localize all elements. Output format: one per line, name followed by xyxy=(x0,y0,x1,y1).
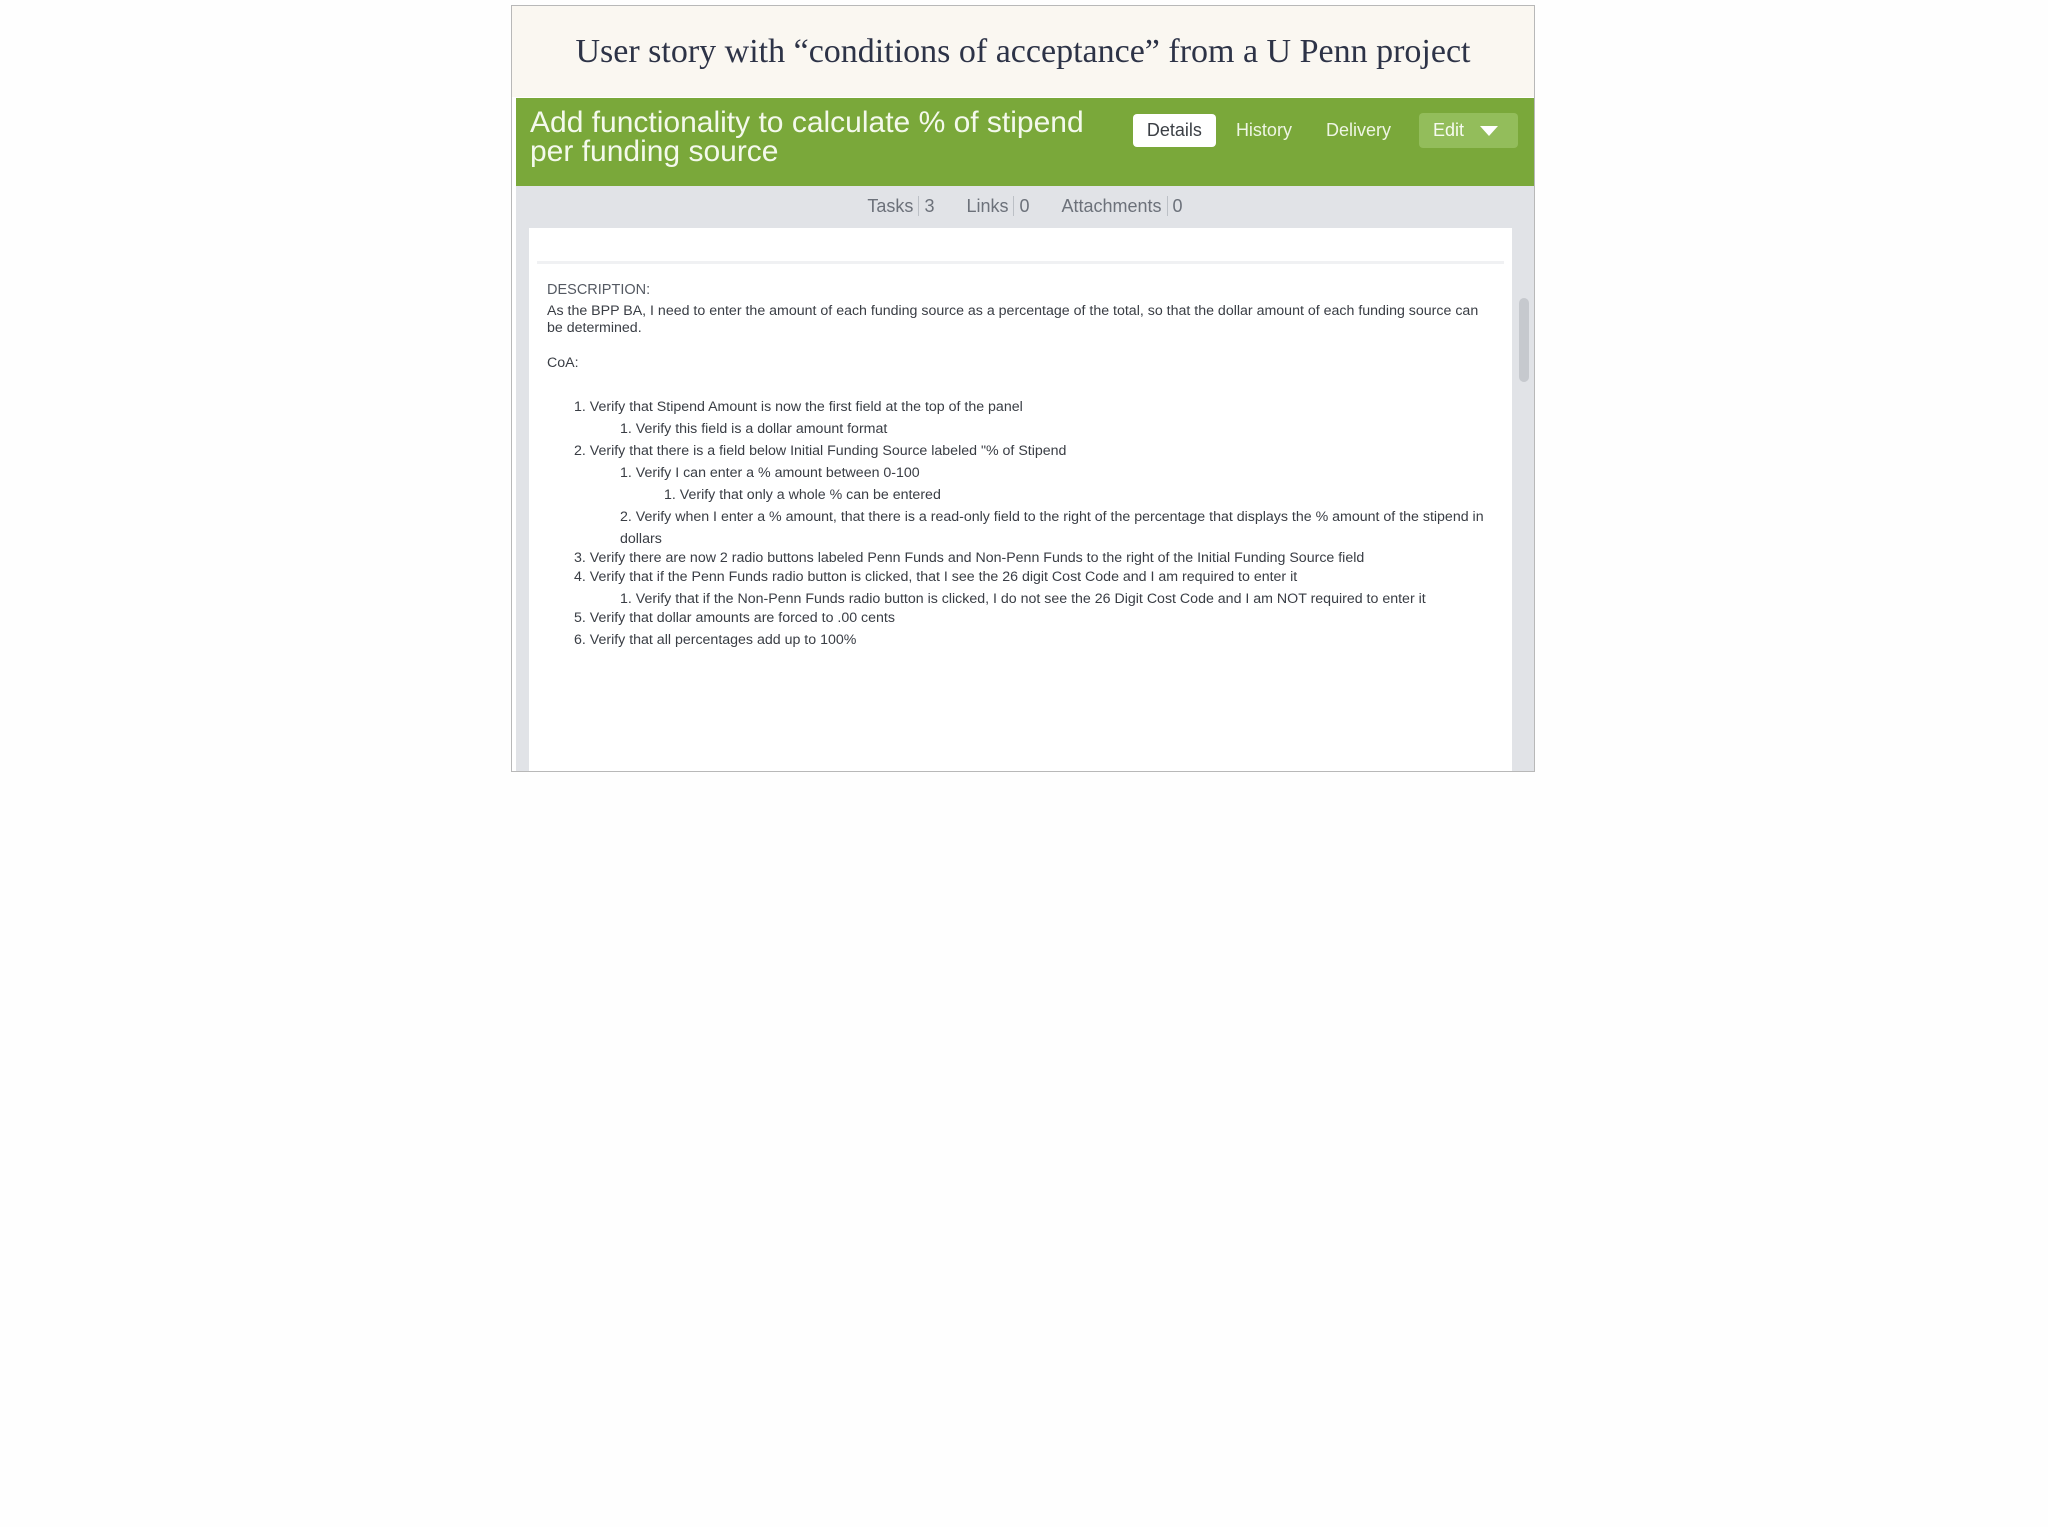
list-item: 1. Verify that if the Non-Penn Funds radio button is clicked, I do not see the 26 Digit Cost Code and I am NOT required to enter it xyxy=(620,591,1426,607)
list-item: 6. Verify that all percentages add up to 100% xyxy=(574,632,857,648)
list-item: 2. Verify that there is a field below Initial Funding Source labeled "% of Stipend xyxy=(574,443,1067,459)
divider xyxy=(537,261,1504,264)
description-text: As the BPP BA, I need to enter the amount of each funding source as a percentage of the total, so that the dollar amount of each funding source can be determined. xyxy=(547,303,1479,336)
attachments-label: Attachments xyxy=(1061,195,1162,216)
tasks-count[interactable] xyxy=(867,196,934,217)
tab-delivery[interactable]: Delivery xyxy=(1325,120,1391,140)
chevron-down-icon xyxy=(1480,126,1498,136)
list-item: 5. Verify that dollar amounts are forced to .00 cents xyxy=(574,610,895,626)
slide xyxy=(511,5,1535,772)
list-item: 1. Verify this field is a dollar amount format xyxy=(620,421,888,437)
attachments-count[interactable] xyxy=(1062,196,1183,217)
list-item: 4. Verify that if the Penn Funds radio button is clicked, that I see the 26 digit Cost Code and I am required to enter it xyxy=(574,569,1298,585)
links-value: 0 xyxy=(1013,196,1029,216)
edit-label: Edit xyxy=(1432,120,1464,140)
tab-details[interactable]: Details xyxy=(1133,114,1216,147)
links-label: Links xyxy=(966,195,1009,216)
list-item: 1. Verify I can enter a % amount between 0-100 xyxy=(620,465,920,481)
list-item: 2. Verify when I enter a % amount, that there is a read-only field to the right of the percentage that displays the % amount of the stipend in dollars xyxy=(620,509,1484,547)
counts-bar xyxy=(516,186,1534,226)
scrollbar[interactable] xyxy=(1519,298,1529,382)
edit-button[interactable] xyxy=(1419,113,1518,148)
story-card xyxy=(516,98,1534,771)
tasks-label: Tasks xyxy=(867,195,914,216)
description-panel xyxy=(529,228,1522,771)
story-title: Add functionality to calculate % of stipend per funding source xyxy=(530,106,1084,168)
story-header xyxy=(516,98,1534,186)
coa-list xyxy=(547,399,1494,649)
tasks-value: 3 xyxy=(918,196,934,216)
header-tabs xyxy=(1127,113,1518,148)
coa-label: CoA: xyxy=(547,355,579,371)
description-content xyxy=(547,282,1494,654)
list-item: 1. Verify that Stipend Amount is now the first field at the top of the panel xyxy=(574,399,1023,415)
tab-history[interactable]: History xyxy=(1235,120,1292,140)
list-item: 3. Verify there are now 2 radio buttons labeled Penn Funds and Non-Penn Funds to the right of the Initial Funding Source field xyxy=(574,550,1365,566)
attachments-value: 0 xyxy=(1167,196,1183,216)
list-item: 1. Verify that only a whole % can be entered xyxy=(664,487,941,503)
description-label: DESCRIPTION: xyxy=(547,282,651,298)
links-count[interactable] xyxy=(966,196,1029,217)
slide-caption: User story with “conditions of acceptance” from a U Penn project xyxy=(512,6,1534,97)
